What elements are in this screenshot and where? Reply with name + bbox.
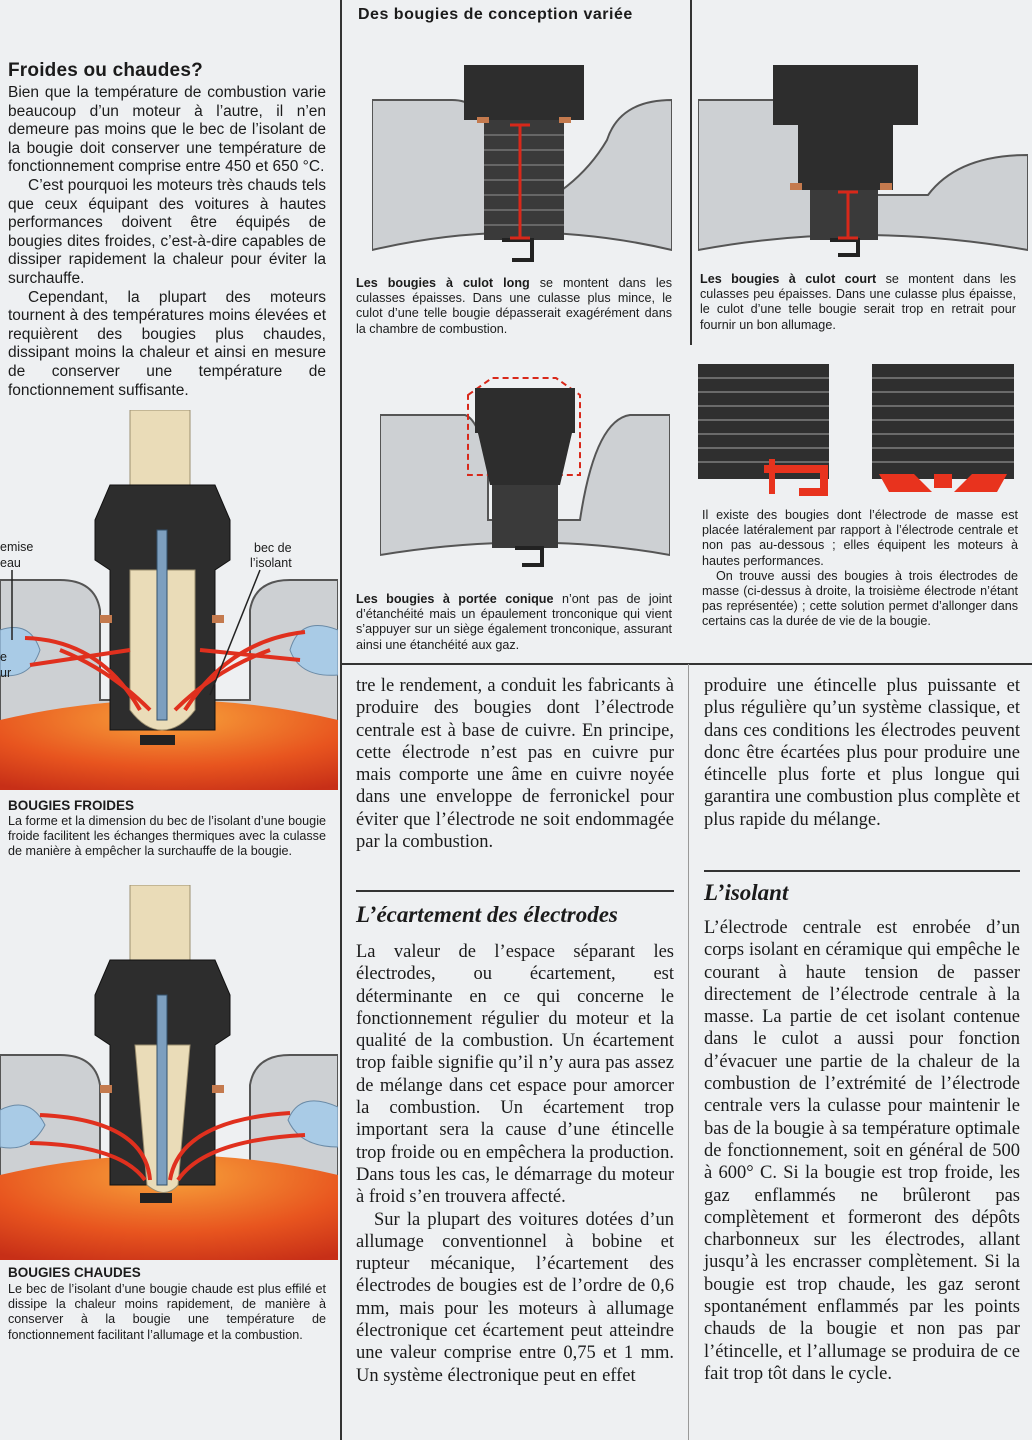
cold-caption: La forme et la dimension du bec de l’isolant d’une bougie froide facilitent les échanges thermiques avec la culasse de manière à empêcher la surchauffe de la bougie. [8, 814, 326, 859]
left-paragraph-3: Cependant, la plupart des moteurs tournent à des températures moins élevées et requièrent des bougies plus chaudes, dissipant moins la chaleur et ainsi en mesure de conserver une température de fonctionnement suffisante. [8, 288, 326, 399]
long-reach-plug-illustration [372, 60, 672, 270]
mid-intro: tre le rendement, a conduit les fabricants à produire des bougies dont l’électrode centrale est à base de cuivre. En principe, cette électrode n’est pas en cuivre pur mais comporte une âme en cuivre noyée dans une enveloppe de ferronickel pour éviter que l’électrode ne soit endommagée par la combustion. [356, 676, 674, 853]
lateral-electrode-caption: Il existe des bougies dont l’électrode de masse est placée latéralement par rapport à l’électrode centrale et non pas au-dessous ; elles équipent les moteurs à hautes performances. On trouve aussi des bougies à trois électrodes de masse (ci-dessus à droite, la troisième électrode n’étant pas représentée) ; cette solution permet d’allonger dans certains cas la durée de vie de la bougie. [702, 508, 1018, 629]
mid-paragraph-1: La valeur de l’espace séparant les électrodes, ou écartement, est déterminante en ce qui concerne le fonctionnement régulier du moteur et la qualité de la combustion. Un écartement trop faible signifie qu’il n’y aura pas assez de mélange dans cet espace pour amorcer la combustion. Un écartement trop important sera la cause d’une étincelle trop froide ou en empêchera la production. Dans tous les cas, le démarrage du moteur à froid s’en trouvera affecté. [356, 942, 674, 1208]
ground-electrode [140, 735, 175, 745]
hot-caption: Le bec de l’isolant d’une bougie chaude est plus effilé et dissipe la chaleur moins rapidement, de manière à conserver à la bougie une température de fonctionnement facilitant l’allumage et la combustion. [8, 1282, 326, 1342]
long-reach-caption: Les bougies à culot long se montent dans les culasses épaisses. Dans une culasse plus mince, le culot d’une telle bougie dépasserait exagérément dans la chambre de combustion. [356, 276, 672, 336]
mid-body [356, 941, 674, 1387]
fig-label-left-mid2: ur [0, 666, 12, 680]
left-heading: Froides ou chaudes? [8, 60, 203, 81]
fig-label-bec: bec de [254, 541, 292, 555]
insulator-top [130, 410, 190, 490]
right-paragraph-1: L’électrode centrale est enrobée d’un corps isolant en céramique qui empêche le courant à haute tension de passer directement de l’électrode centrale à la masse. La partie de cet isolant contenue dans le culot a aussi pour fonction d’évacuer une partie de la chaleur de la combustion de l’extrémité de l’électrode centrale vers la culasse pour maintenir le bas de la bougie à sa température optimale de fonctionnement, soit en général de 500 à 600° C. Si la bougie est trop froide, les gaz enflammés ne brûleront pas complètement et formeront des dépôts charbonneux sur les électrodes, allant jusqu’à les encrasser complètement. Si la bougie est trop chaude, les gaz seront spontanément enflammés par les points chauds de la bougie et non pas par l’étincelle, et l’allumage se produira de ce fait trop tôt dans le cycle. [704, 918, 1020, 1384]
fig-label-left-mid: e [0, 650, 7, 664]
right-intro: produire une étincelle plus puissante et plus régulière qu’un système classique, et dans ces conditions les électrodes peuvent donc être écartées plus pour produire une étincelle plus forte et plus longue qui garantira une combustion plus complète et plus rapide du mélange. [704, 676, 1020, 830]
left-paragraph-2: C’est pourquoi les moteurs très chauds tels que ceux équipant des voitures à hautes performances doivent être équipés de bougies dites froides, c’est-à-dire capables de dissiper rapidement la chaleur pour éviter la surchauffe. [8, 176, 326, 287]
fig-label-isolant: l’isolant [250, 556, 292, 570]
short-reach-caption: Les bougies à culot court se montent dans les culasses peu épaisses. Dans une culasse plus épaisse, le culot d’une telle bougie serait trop en retrait pour fournir un bon allumage. [700, 272, 1016, 332]
short-reach-plug-illustration [698, 60, 1028, 265]
right-body [704, 917, 1020, 1385]
figure-section-heading: Des bougies de conception variée [358, 6, 633, 23]
mid-heading: L’écartement des électrodes [356, 902, 618, 927]
hot-plug-illustration [0, 885, 338, 1260]
column-rule-left [340, 0, 342, 1440]
cold-title: BOUGIES FROIDES [8, 798, 135, 813]
left-body [8, 84, 326, 400]
cold-plug-illustration [0, 410, 338, 790]
column-rule-top-right [690, 0, 692, 345]
mid-paragraph-2: Sur la plupart des voitures dotées d’un allumage conventionnel à bobine et rupteur mécanique, l’écartement des électrodes de bougies est de l’ordre de 0,6 mm, mais pour les moteurs à allumage électronique cet écartement peut atteindre une valeur comprise entre 0,75 et 1 mm. Un système électronique peut en effet [356, 1209, 674, 1386]
fig-label-left-top: emise [0, 540, 34, 554]
right-heading: L’isolant [704, 880, 789, 905]
column-rule-mid [688, 664, 689, 1440]
taper-seat-plug-illustration [380, 360, 670, 585]
left-paragraph-1: Bien que la température de combustion varie beaucoup d’un moteur à l’autre, il n’en demeure pas moins que le bec de l’isolant de la bougie doit conserver une température de fonctionnement comprise entre 450 et 650 °C. [8, 84, 326, 176]
section-rule [340, 663, 1032, 665]
hot-title: BOUGIES CHAUDES [8, 1265, 141, 1280]
fig-label-left-top2: eau [0, 556, 21, 570]
center-electrode [157, 530, 167, 720]
electrode-variants-illustration [694, 364, 1028, 504]
taper-seat-caption: Les bougies à portée conique n’ont pas de joint d’étanchéité mais un épaulement tronconique qui vient s’appuyer sur un siège également tronconique, assurant ainsi une étanchéité aux gaz. [356, 592, 672, 652]
